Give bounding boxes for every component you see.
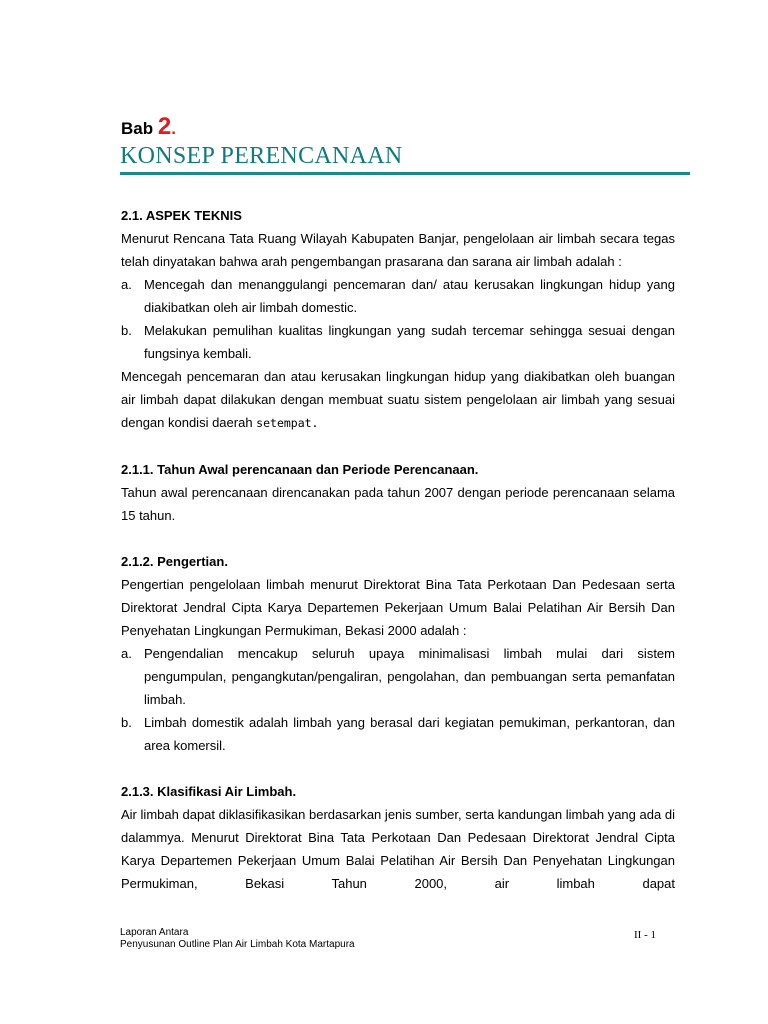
- list-item-text: Limbah domestik adalah limbah yang berasal dari kegiatan pemukiman, perkantoran, dan area komersil.: [144, 715, 675, 753]
- ordered-list: [121, 642, 675, 757]
- list-marker: b.: [121, 715, 132, 730]
- footer-info: [120, 927, 355, 951]
- ordered-list: [121, 273, 675, 365]
- paragraph: Tahun awal perencanaan direncanakan pada tahun 2007 dengan periode perencanaan selama 15 tahun.: [121, 485, 675, 523]
- paragraph-text: Mencegah pencemaran dan atau kerusakan lingkungan hidup yang diakibatkan oleh buangan air limbah dapat dilakukan dengan membuat suatu sistem pengelolaan air limbah yang sesuai dengan kondisi daerah: [121, 369, 675, 430]
- chapter-number-digit: 2: [157, 113, 172, 140]
- footer-report-label: Laporan Antara: [120, 927, 189, 938]
- list-marker: a.: [121, 646, 132, 661]
- paragraph: Pengertian pengelolaan limbah menurut Direktorat Bina Tata Perkotaan Dan Pedesaan serta Direktorat Jendral Cipta Karya Departemen Pekerjaan Umum Balai Pelatihan Air Bersih Dan Penyehatan Lingkungan Permukiman, Bekasi 2000 adalah :: [121, 577, 675, 638]
- paragraph: Air limbah dapat diklasifikasikan berdasarkan jenis sumber, serta kandungan limbah yang ada di dalammya. Menurut Direktorat Bina Tata Perkotaan Dan Pedesaan Direktorat Jendral Cipta Karya Departemen Pekerjaan Umum Balai Pelatihan Air Bersih Dan Penyehatan Lingkungan Permukiman, Bekasi Tahun 2000, air limbah dapat: [121, 807, 675, 891]
- paragraph: Menurut Rencana Tata Ruang Wilayah Kabupaten Banjar, pengelolaan air limbah secara tegas telah dinyatakan bahwa arah pengembangan prasarana dan sarana air limbah adalah :: [121, 231, 675, 269]
- subsection-heading: 2.1.1. Tahun Awal perencanaan dan Periode Perencanaan.: [121, 462, 479, 477]
- document-body: [121, 204, 675, 895]
- title-divider: [120, 172, 690, 175]
- list-marker: b.: [121, 323, 132, 338]
- list-item-text: Melakukan pemulihan kualitas lingkungan yang sudah tercemar sehingga sesuai dengan fungsinya kembali.: [144, 323, 675, 361]
- chapter-number-dot: .: [171, 119, 176, 138]
- list-item: [121, 273, 675, 319]
- list-marker: a.: [121, 277, 132, 292]
- chapter-title: KONSEP PERENCANAAN: [120, 143, 403, 169]
- subsection-heading: 2.1.3. Klasifikasi Air Limbah.: [121, 784, 297, 799]
- list-item-text: Mencegah dan menanggulangi pencemaran dan/ atau kerusakan lingkungan hidup yang diakibatkan oleh air limbah domestic.: [144, 277, 675, 315]
- list-item: [121, 319, 675, 365]
- footer-project-title: Penyusunan Outline Plan Air Limbah Kota Martapura: [120, 939, 355, 950]
- chapter-prefix: Bab: [121, 119, 158, 138]
- subsection-heading: 2.1.2. Pengertian.: [121, 554, 228, 569]
- chapter-number: [158, 113, 176, 140]
- chapter-label: [121, 112, 176, 144]
- section-heading: 2.1. ASPEK TEKNIS: [121, 208, 242, 223]
- paragraph-tail: setempat.: [256, 416, 319, 430]
- page-number: II - 1: [634, 929, 656, 941]
- list-item-text: Pengendalian mencakup seluruh upaya minimalisasi limbah mulai dari sistem pengumpulan, pengangkutan/pengaliran, pengolahan, dan pembuangan serta pemanfatan limbah.: [144, 646, 675, 707]
- paragraph: [121, 365, 675, 435]
- list-item: [121, 642, 675, 711]
- list-item: [121, 711, 675, 757]
